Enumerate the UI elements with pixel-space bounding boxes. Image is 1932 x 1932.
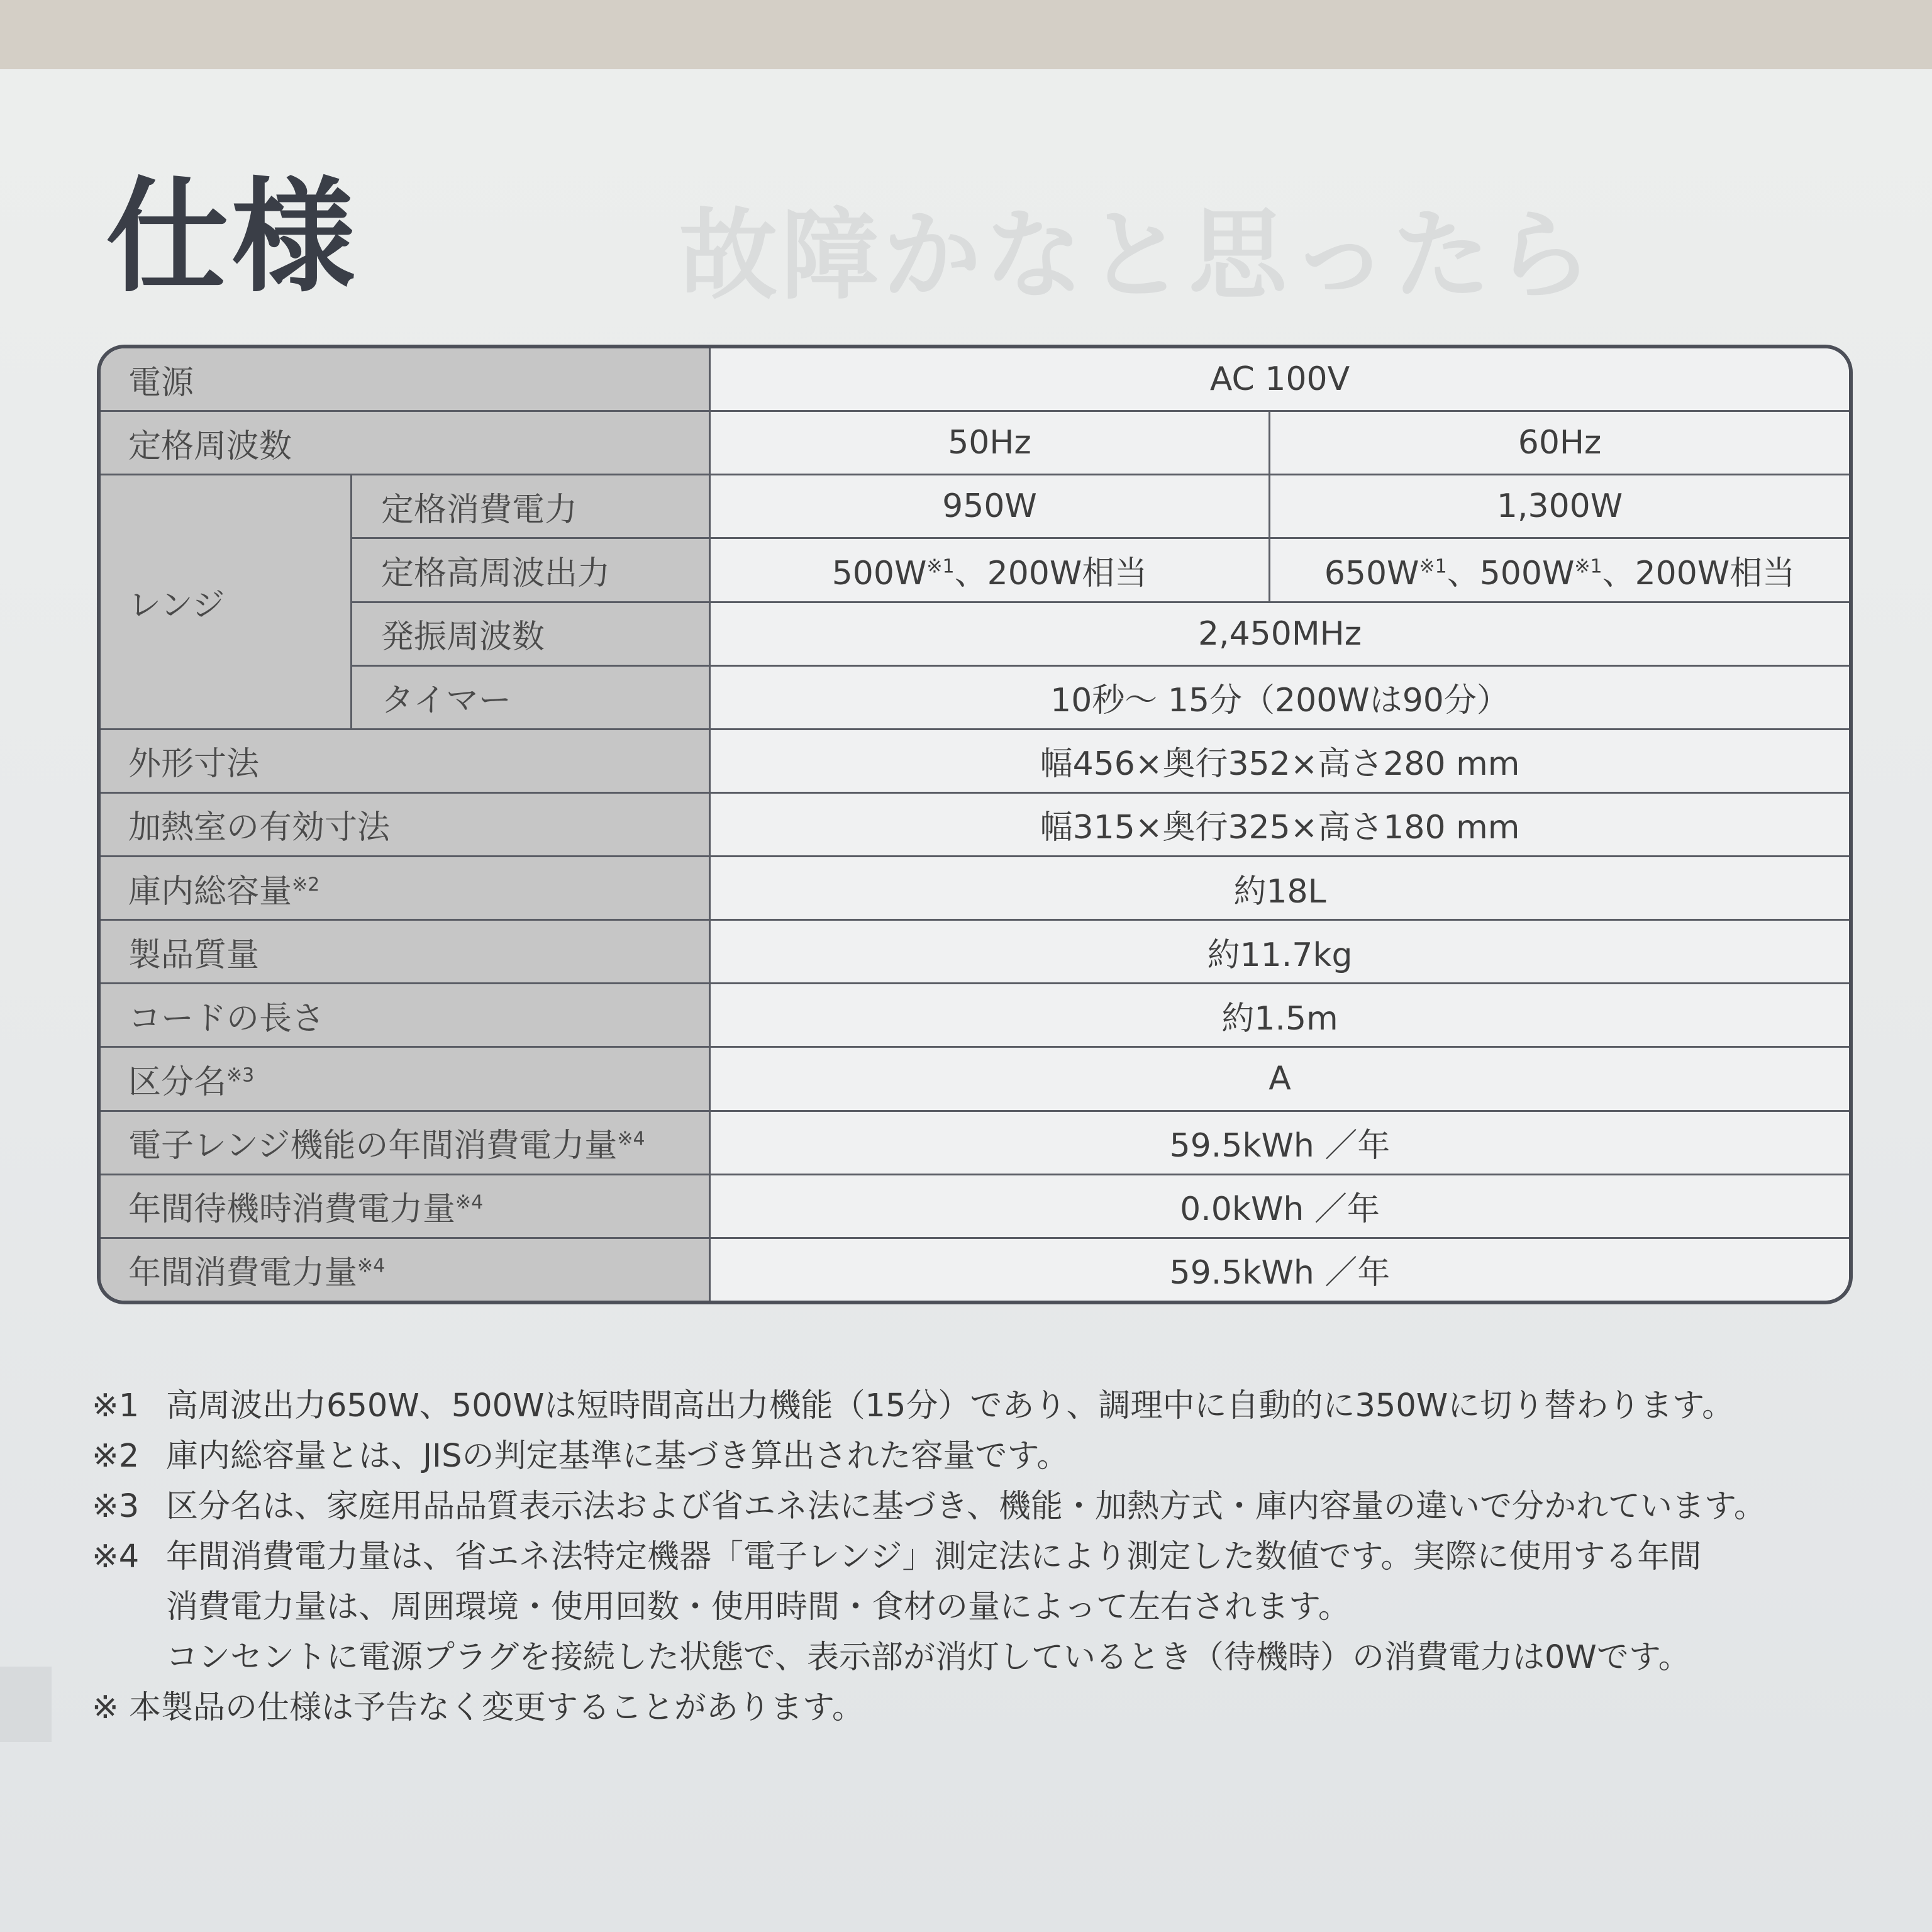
table-row	[101, 794, 1849, 857]
label-text: 年間待機時消費電力量	[128, 1191, 456, 1229]
row-label-category	[101, 1048, 711, 1111]
row-label-external-dimensions: 外形寸法	[101, 730, 711, 794]
footnote-4-continued: 消費電力量は、周囲環境・使用回数・使用時間・食材の量によって左右されます。	[166, 1589, 1350, 1626]
footnote-text: 庫内総容量とは、JISの判定基準に基づき算出された容量です。	[166, 1438, 1069, 1475]
row-value-power-source: AC 100V	[711, 348, 1849, 412]
table-row	[101, 603, 1849, 667]
row-label-annual-power	[101, 1239, 711, 1301]
row-label-oscillation-frequency: 発振周波数	[352, 603, 711, 667]
footnote-ref: ※1	[1574, 555, 1602, 578]
row-value-external-dimensions: 幅456×奥行352×高さ280 mm	[711, 730, 1849, 794]
footnote-4	[92, 1532, 1884, 1582]
footnote-4-standby: コンセントに電源プラグを接続した状態で、表示部が消灯しているとき（待機時）の消費電力は0Wです。	[166, 1639, 1690, 1676]
row-label-capacity	[101, 857, 711, 921]
row-label-rated-power-consumption: 定格消費電力	[352, 475, 711, 539]
footnote-mark: ※1	[92, 1387, 140, 1424]
footnote-text: 高周波出力650W、500Wは短時間高出力機能（15分）であり、調理中に自動的に350Wに切り替わります。	[166, 1387, 1735, 1424]
table-row	[101, 667, 1849, 730]
table-row	[101, 1112, 1849, 1175]
table-row	[101, 1048, 1849, 1111]
footnote-3	[92, 1482, 1884, 1532]
spec-table	[97, 345, 1853, 1304]
table-row	[101, 857, 1849, 921]
footnote-ref: ※4	[455, 1191, 484, 1214]
label-text: 庫内総容量	[128, 872, 292, 911]
value-text: 、200W相当	[954, 554, 1148, 592]
value-rated-power-consumption-60: 1,300W	[1270, 475, 1849, 539]
footnote-ref: ※4	[357, 1255, 386, 1278]
row-value-capacity: 約18L	[711, 857, 1849, 921]
table-row	[101, 730, 1849, 794]
label-text: 区分名	[128, 1063, 227, 1101]
row-label-chamber-dimensions: 加熱室の有効寸法	[101, 794, 711, 857]
row-value-oscillation-frequency: 2,450MHz	[711, 603, 1849, 667]
row-label-annual-standby-power	[101, 1175, 711, 1239]
value-rated-power-consumption-50: 950W	[711, 475, 1270, 539]
value-rated-hf-output-60	[1270, 539, 1849, 602]
footnote-ref: ※2	[292, 874, 320, 896]
row-label-power-source: 電源	[101, 348, 711, 412]
footnote-ref: ※3	[226, 1064, 255, 1087]
footnote-text: 年間消費電力量は、省エネ法特定機器「電子レンジ」測定法により測定した数値です。実際に使用する年間	[166, 1538, 1702, 1575]
table-row	[101, 412, 1849, 475]
row-value-annual-standby-power: 0.0kWh ／年	[711, 1175, 1849, 1239]
footnotes	[92, 1381, 1884, 1733]
row-value-cord-length: 約1.5m	[711, 984, 1849, 1048]
value-50hz-header: 50Hz	[711, 412, 1270, 475]
row-value-chamber-dimensions: 幅315×奥行325×高さ180 mm	[711, 794, 1849, 857]
value-text: 500W	[831, 554, 927, 592]
value-text: 、500W	[1446, 554, 1575, 592]
row-value-weight: 約11.7kg	[711, 921, 1849, 984]
footnote-mark: ※4	[92, 1538, 140, 1575]
page-title: 仕様	[106, 166, 358, 309]
footnote-mark: ※3	[92, 1488, 140, 1525]
bleed-through-heading: 故障かなと思ったら	[679, 198, 1596, 313]
row-value-annual-power: 59.5kWh ／年	[711, 1239, 1849, 1301]
label-text: 年間消費電力量	[128, 1254, 358, 1292]
value-rated-hf-output-50	[711, 539, 1270, 602]
row-group-label-range: レンジ	[101, 475, 352, 730]
footnote-2	[92, 1431, 1884, 1482]
table-row	[101, 348, 1849, 412]
table-row	[101, 475, 1849, 539]
page-index-tab	[0, 1667, 52, 1742]
footnote-1	[92, 1381, 1884, 1431]
footnote-ref: ※1	[1419, 555, 1447, 578]
row-label-rated-hf-output: 定格高周波出力	[352, 539, 711, 602]
row-label-timer: タイマー	[352, 667, 711, 730]
table-row	[101, 921, 1849, 984]
footnote-mark: ※2	[92, 1438, 140, 1475]
table-row	[101, 1175, 1849, 1239]
row-label-cord-length: コードの長さ	[101, 984, 711, 1048]
row-value-annual-microwave-power: 59.5kWh ／年	[711, 1112, 1849, 1175]
general-note: ※ 本製品の仕様は予告なく変更することがあります。	[92, 1689, 864, 1726]
table-row	[101, 1239, 1849, 1301]
row-label-rated-frequency: 定格周波数	[101, 412, 711, 475]
footnote-ref: ※4	[617, 1128, 645, 1150]
table-row	[101, 984, 1849, 1048]
table-row	[101, 539, 1849, 602]
value-60hz-header: 60Hz	[1270, 412, 1849, 475]
footnote-text: 区分名は、家庭用品品質表示法および省エネ法に基づき、機能・加熱方式・庫内容量の違いで分かれています。	[166, 1488, 1766, 1525]
row-label-weight: 製品質量	[101, 921, 711, 984]
footnote-ref: ※1	[926, 555, 955, 578]
row-value-timer: 10秒～ 15分（200Wは90分）	[711, 667, 1849, 730]
row-label-annual-microwave-power	[101, 1112, 711, 1175]
label-text: 電子レンジ機能の年間消費電力量	[128, 1127, 618, 1165]
value-text: 650W	[1324, 554, 1419, 592]
value-text: 、200W相当	[1602, 554, 1796, 592]
row-value-category: A	[711, 1048, 1849, 1111]
